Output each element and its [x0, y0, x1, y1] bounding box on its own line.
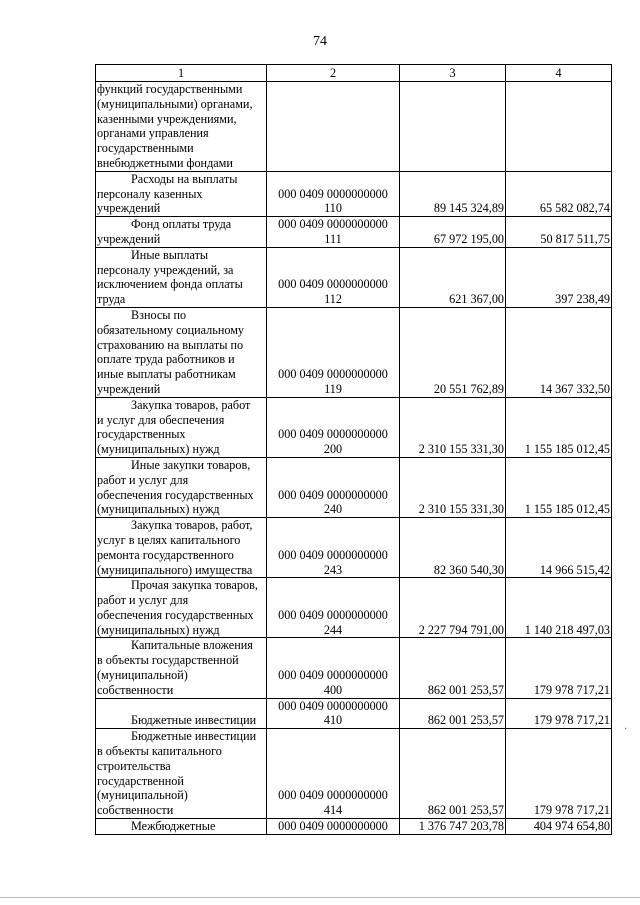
row-code-cell: 000 0409 0000000000 244: [267, 578, 400, 638]
row-name-cell: Закупка товаров, работ, услуг в целях капитального ремонта государственного (муниципального) имущества: [96, 518, 267, 578]
row-name-cell: Межбюджетные: [96, 819, 267, 835]
row-code-cell: 000 0409 0000000000 111: [267, 217, 400, 248]
row-col3-cell: 862 001 253,57: [400, 729, 506, 819]
row-col4-cell: 179 978 717,21: [506, 638, 612, 698]
table-row: [96, 638, 612, 698]
row-col4-cell: 179 978 717,21: [506, 729, 612, 819]
row-col3-cell: 2 310 155 331,30: [400, 397, 506, 457]
row-col3-cell: 2 227 794 791,00: [400, 578, 506, 638]
row-col4-cell: 14 966 515,42: [506, 518, 612, 578]
row-code-cell: 000 0409 0000000000 112: [267, 247, 400, 307]
row-col3-cell: 2 310 155 331,30: [400, 457, 506, 517]
column-header-1: 1: [96, 65, 267, 82]
table-row: [96, 457, 612, 517]
row-col3-cell: 89 145 324,89: [400, 171, 506, 216]
row-code-cell: 000 0409 0000000000 119: [267, 307, 400, 397]
row-code-cell: 000 0409 0000000000: [267, 819, 400, 835]
table-row: [96, 698, 612, 729]
row-name-cell: Закупка товаров, работ и услуг для обеспечения государственных (муниципальных) нужд: [96, 397, 267, 457]
column-header-2: 2: [267, 65, 400, 82]
row-col3-cell: 862 001 253,57: [400, 698, 506, 729]
row-name-cell: Прочая закупка товаров, работ и услуг для обеспечения государственных (муниципальных) нужд: [96, 578, 267, 638]
table-row: [96, 729, 612, 819]
row-col4-cell: 65 582 082,74: [506, 171, 612, 216]
row-col3-cell: 1 376 747 203,78: [400, 819, 506, 835]
row-name-cell: Расходы на выплаты персоналу казенных учреждений: [96, 171, 267, 216]
row-code-cell: 000 0409 0000000000 243: [267, 518, 400, 578]
row-name-cell: Фонд оплаты труда учреждений: [96, 217, 267, 248]
row-col4-cell: 50 817 511,75: [506, 217, 612, 248]
row-col4-cell: 14 367 332,50: [506, 307, 612, 397]
row-col4-cell: 1 155 185 012,45: [506, 397, 612, 457]
row-code-cell: 000 0409 0000000000 240: [267, 457, 400, 517]
row-col3-cell: 20 551 762,89: [400, 307, 506, 397]
column-header-4: 4: [506, 65, 612, 82]
row-name-cell: Бюджетные инвестиции в объекты капитального строительства государственной (муниципальной) собственности: [96, 729, 267, 819]
column-header-3: 3: [400, 65, 506, 82]
table-row: [96, 578, 612, 638]
row-col3-cell: 82 360 540,30: [400, 518, 506, 578]
budget-table: [95, 64, 612, 835]
page-bottom-rule: [0, 897, 640, 898]
table-row: [96, 82, 612, 172]
row-col4-cell: 397 238,49: [506, 247, 612, 307]
row-name-cell: Капитальные вложения в объекты государственной (муниципальной) собственности: [96, 638, 267, 698]
table-header-row: [96, 65, 612, 82]
row-col4-cell: [506, 82, 612, 172]
row-col3-cell: [400, 82, 506, 172]
row-name-cell: Иные закупки товаров, работ и услуг для обеспечения государственных (муниципальных) нужд: [96, 457, 267, 517]
row-code-cell: 000 0409 0000000000 200: [267, 397, 400, 457]
row-name-cell: функций государственными (муниципальными) органами, казенными учреждениями, органами управления государственными внебюджетными фондами: [96, 82, 267, 172]
row-code-cell: 000 0409 0000000000 410: [267, 698, 400, 729]
row-code-cell: 000 0409 0000000000 400: [267, 638, 400, 698]
row-col3-cell: 67 972 195,00: [400, 217, 506, 248]
row-col3-cell: 621 367,00: [400, 247, 506, 307]
table-row: [96, 307, 612, 397]
margin-mark: ·: [624, 724, 628, 735]
table-row: [96, 518, 612, 578]
row-name-cell: Иные выплаты персоналу учреждений, за исключением фонда оплаты труда: [96, 247, 267, 307]
row-col4-cell: 1 155 185 012,45: [506, 457, 612, 517]
table-row: [96, 397, 612, 457]
row-col4-cell: 404 974 654,80: [506, 819, 612, 835]
row-code-cell: 000 0409 0000000000 110: [267, 171, 400, 216]
row-code-cell: 000 0409 0000000000 414: [267, 729, 400, 819]
page-number: 74: [313, 34, 327, 49]
row-name-cell: Бюджетные инвестиции: [96, 698, 267, 729]
table-row: [96, 819, 612, 835]
table-row: [96, 247, 612, 307]
row-col4-cell: 179 978 717,21: [506, 698, 612, 729]
table-row: [96, 217, 612, 248]
row-name-cell: Взносы по обязательному социальному страхованию на выплаты по оплате труда работников и иные выплаты работникам учреждений: [96, 307, 267, 397]
table-row: [96, 171, 612, 216]
row-col3-cell: 862 001 253,57: [400, 638, 506, 698]
row-code-cell: [267, 82, 400, 172]
row-col4-cell: 1 140 218 497,03: [506, 578, 612, 638]
